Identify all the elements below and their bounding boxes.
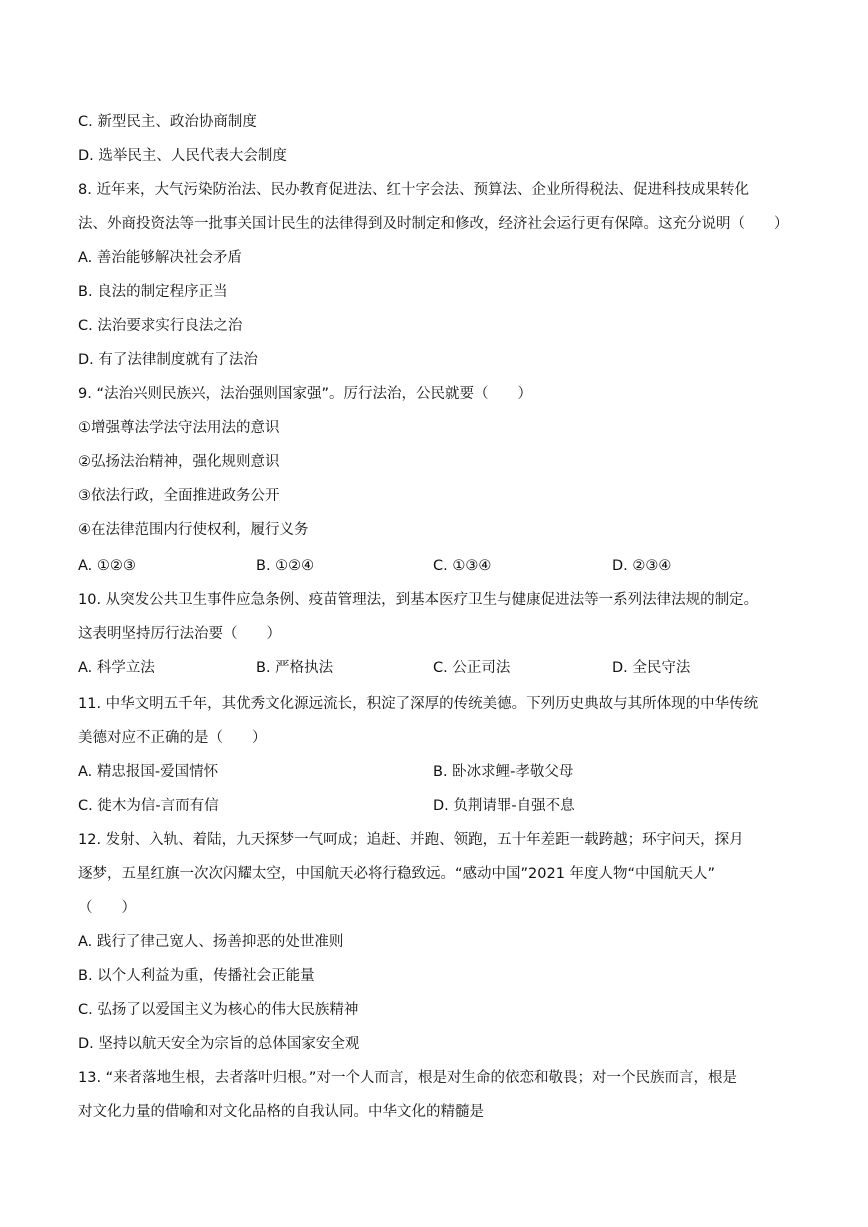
q8-stem-line1: 8. 近年来，大气污染防治法、民办教育促进法、红十字会法、预算法、企业所得税法、促进科技成果转化: [78, 182, 749, 198]
q12-option-c: C. 弘扬了以爱国主义为核心的伟大民族精神: [78, 1002, 359, 1018]
q9-item-1: ①增强尊法学法守法用法的意识: [78, 420, 280, 436]
q11-options-row-2: [78, 796, 798, 816]
q11-option-a: A. 精忠报国-爱国情怀: [78, 764, 219, 780]
q8-option-d: D. 有了法律制度就有了法治: [78, 352, 258, 368]
q10-option-a: A. 科学立法: [78, 660, 155, 676]
q9-option-d: D. ②③④: [612, 558, 672, 574]
q7-option-c: C. 新型民主、政治协商制度: [78, 114, 257, 130]
q10-stem-line2: 这表明坚持厉行法治要（ ）: [78, 626, 281, 642]
q11-options-row-1: [78, 762, 798, 782]
q12-stem-line1: 12. 发射、入轨、着陆，九天探梦一气呵成；追赶、并跑、领跑，五十年差距一载跨越；环宇问天，探月: [78, 832, 744, 848]
q9-stem: 9. “法治兴则民族兴，法治强则国家强”。厉行法治，公民就要（ ）: [78, 386, 532, 402]
q8-option-c: C. 法治要求实行良法之治: [78, 318, 243, 334]
q11-stem-line1: 11. 中华文明五千年，其优秀文化源远流长，积淀了深厚的传统美德。下列历史典故与其所体现的中华传统: [78, 696, 759, 712]
q12-stem-line3: （ ）: [78, 900, 136, 916]
q12-option-b: B. 以个人利益为重，传播社会正能量: [78, 968, 315, 984]
q10-option-d: D. 全民守法: [612, 660, 691, 676]
q11-option-b: B. 卧冰求鲤-孝敬父母: [433, 764, 574, 780]
q10-option-b: B. 严格执法: [256, 660, 334, 676]
q9-option-c: C. ①③④: [433, 558, 492, 574]
q12-option-a: A. 践行了律己宽人、扬善抑恶的处世准则: [78, 934, 344, 950]
q9-item-4: ④在法律范围内行使权利，履行义务: [78, 522, 309, 538]
q7-option-d: D. 选举民主、人民代表大会制度: [78, 148, 287, 164]
q9-item-3: ③依法行政，全面推进政务公开: [78, 488, 280, 504]
q9-item-2: ②弘扬法治精神，强化规则意识: [78, 454, 280, 470]
q9-options-row: [78, 556, 798, 576]
q12-option-d: D. 坚持以航天安全为宗旨的总体国家安全观: [78, 1036, 360, 1052]
q8-option-b: B. 良法的制定程序正当: [78, 284, 228, 300]
q11-option-d: D. 负荆请罪-自强不息: [433, 798, 575, 814]
q9-option-b: B. ①②④: [256, 558, 315, 574]
q10-stem-line1: 10. 从突发公共卫生事件应急条例、疫苗管理法，到基本医疗卫生与健康促进法等一系列法律法规的制定。: [78, 592, 759, 608]
q10-options-row: [78, 658, 798, 678]
q13-stem-line2: 对文化力量的借喻和对文化品格的自我认同。中华文化的精髓是: [78, 1104, 484, 1120]
q9-option-a: A. ①②③: [78, 558, 136, 574]
q8-stem-line2: 法、外商投资法等一批事关国计民生的法律得到及时制定和修改，经济社会运行更有保障。这充分说明（ ）: [78, 216, 789, 232]
q10-option-c: C. 公正司法: [433, 660, 511, 676]
q11-stem-line2: 美德对应不正确的是（ ）: [78, 730, 267, 746]
q12-stem-line2: 逐梦，五星红旗一次次闪耀太空，中国航天必将行稳致远。“感动中国”2021 年度人物“中国航天人”: [78, 866, 716, 882]
q13-stem-line1: 13. “来者落地生根，去者落叶归根。”对一个人而言，根是对生命的依恋和敬畏；对一个民族而言，根是: [78, 1070, 737, 1086]
q11-option-c: C. 徙木为信-言而有信: [78, 798, 219, 814]
q8-option-a: A. 善治能够解决社会矛盾: [78, 250, 242, 266]
